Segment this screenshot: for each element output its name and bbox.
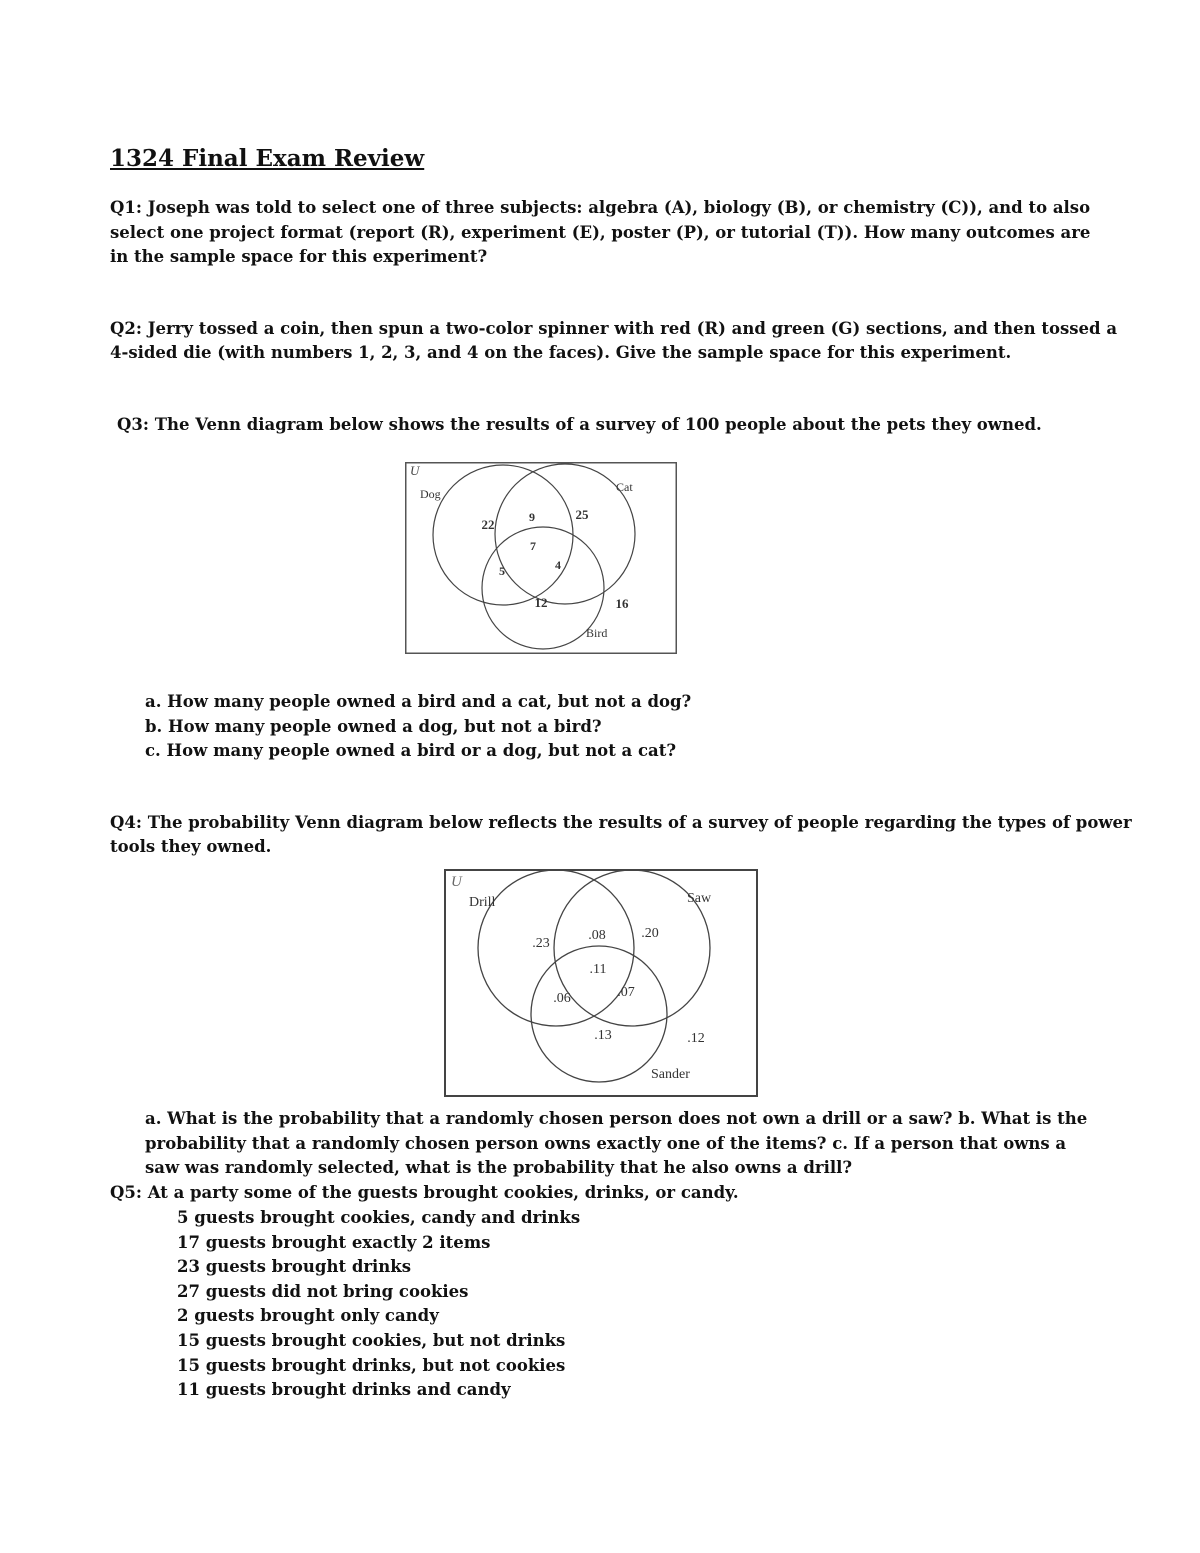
question-5: Q5: At a party some of the guests brought cookies, drinks, or candy. — [110, 1183, 739, 1202]
list-item: 27 guests did not bring cookies — [177, 1281, 469, 1301]
saw-sander-value: .07 — [617, 985, 635, 1000]
bird-label: Bird — [586, 626, 608, 640]
dog-cat-value: 9 — [529, 510, 535, 524]
question-3: Q3: The Venn diagram below shows the results of a survey of 100 people about the pets they owned. — [117, 415, 1042, 434]
bird-only-value: 12 — [534, 595, 548, 610]
question-3-part-a: a. How many people owned a bird and a cat, but not a dog? — [145, 692, 692, 711]
pets-venn-diagram — [405, 462, 677, 654]
question-2-line-1: Q2: Jerry tossed a coin, then spun a two-color spinner with red (R) and green (G) sections, and then tossed a — [110, 319, 1118, 338]
universe-box — [406, 463, 677, 654]
list-item: 17 guests brought exactly 2 items — [177, 1232, 491, 1252]
all-three-value: 7 — [530, 539, 536, 553]
sander-only-value: .13 — [594, 1028, 612, 1043]
question-1: Q1: Joseph was told to select one of three subjects: algebra (A), biology (B), or chemistry (C)), and to also select one project format (report (R), experiment (E), poster (P), or tutorial (T)). How many outcomes are in the sample space for this experiment? — [110, 198, 1091, 266]
universe-label: U — [410, 463, 420, 478]
cat-only-value: 25 — [575, 507, 589, 522]
question-4-parts-line-2: probability that a randomly chosen person owns exactly one of the items? c. If a person that owns a — [145, 1134, 1067, 1153]
list-item: 23 guests brought drinks — [177, 1257, 412, 1277]
question-2-line-2: 4-sided die (with numbers 1, 2, 3, and 4 on the faces). Give the sample space for this experiment. — [110, 343, 1012, 362]
question-4-line-2: tools they owned. — [110, 837, 272, 856]
outside-value: 16 — [615, 596, 629, 611]
drill-saw-value: .08 — [588, 928, 606, 943]
question-4-parts-line-1: a. What is the probability that a randomly chosen person does not own a drill or a saw? b. What is the — [145, 1109, 1088, 1128]
drill-only-value: .23 — [532, 936, 550, 951]
question-4-parts-line-3: saw was randomly selected, what is the probability that he also owns a drill? — [145, 1158, 853, 1177]
dog-bird-value: 5 — [499, 564, 505, 578]
universe-label: U — [451, 874, 462, 890]
list-item: 5 guests brought cookies, candy and drinks — [177, 1208, 581, 1227]
question-4-line-1: Q4: The probability Venn diagram below reflects the results of a survey of people regarding the types of power — [110, 813, 1132, 832]
saw-label: Saw — [687, 891, 712, 906]
question-5-facts-list — [177, 1206, 580, 1403]
question-3-part-b: b. How many people owned a dog, but not a bird? — [145, 717, 602, 736]
page-title: 1324 Final Exam Review — [110, 145, 425, 172]
saw-only-value: .20 — [641, 926, 659, 941]
drill-sander-value: .06 — [553, 991, 571, 1006]
sander-label: Sander — [651, 1067, 690, 1082]
cat-bird-value: 4 — [555, 558, 561, 572]
question-3-part-c: c. How many people owned a bird or a dog, but not a cat? — [145, 741, 677, 760]
list-item: 11 guests brought drinks and candy — [177, 1380, 511, 1400]
outside-value: .12 — [687, 1031, 705, 1046]
list-item: 15 guests brought cookies, but not drinks — [177, 1330, 566, 1350]
drill-label: Drill — [469, 895, 496, 910]
list-item: 15 guests brought drinks, but not cookies — [177, 1355, 566, 1375]
dog-only-value: 22 — [481, 517, 495, 532]
list-item: 2 guests brought only candy — [177, 1306, 439, 1326]
all-three-value: .11 — [589, 962, 607, 977]
power-tools-venn-diagram — [444, 869, 758, 1097]
dog-label: Dog — [420, 487, 441, 501]
cat-label: Cat — [616, 480, 633, 494]
